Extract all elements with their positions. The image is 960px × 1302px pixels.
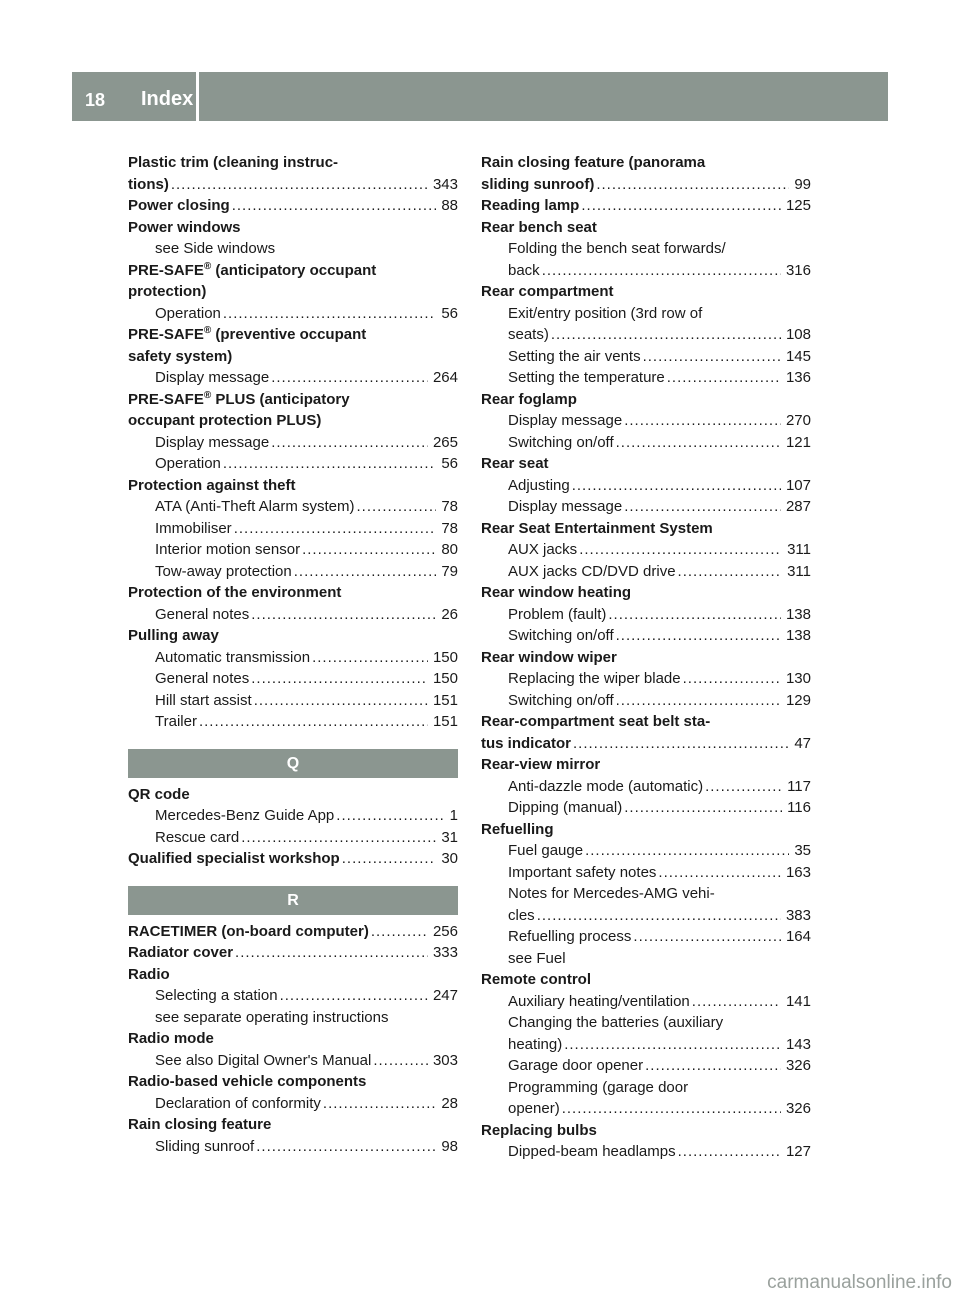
page-reference: 98 — [441, 1137, 458, 1155]
page-reference: 136 — [785, 369, 811, 386]
leader-dots — [667, 367, 781, 389]
page-reference: 326 — [785, 1100, 811, 1117]
page-reference: 264 — [432, 369, 458, 386]
letter-section-header: Q — [128, 749, 458, 778]
leader-dots — [678, 561, 783, 583]
index-subentry — [481, 840, 811, 862]
entry-text: Operation — [155, 455, 221, 472]
entry-text: AUX jacks CD/DVD drive — [508, 562, 676, 580]
entry-text: Rear compartment — [481, 283, 614, 300]
index-subentry — [128, 367, 458, 389]
leader-dots — [232, 195, 437, 217]
index-entry — [481, 819, 811, 841]
index-entry — [128, 217, 458, 239]
entry-text: Display message — [508, 412, 623, 429]
index-entry — [481, 518, 811, 540]
leader-dots — [624, 797, 782, 819]
index-subentry — [128, 711, 458, 733]
entry-text: cles — [508, 906, 535, 924]
leader-dots — [199, 711, 428, 733]
index-entry — [481, 711, 811, 733]
index-subentry — [128, 539, 458, 561]
entry-text: see Fuel — [508, 949, 566, 967]
leader-dots — [542, 260, 781, 282]
index-subentry — [481, 1098, 811, 1120]
leader-dots — [234, 518, 437, 540]
entry-text: Power closing — [128, 197, 230, 214]
leader-dots — [171, 174, 428, 196]
entry-text: tions) — [128, 175, 169, 193]
index-subentry — [128, 303, 458, 325]
page-reference: 35 — [794, 842, 811, 859]
entry-text: General notes — [155, 605, 250, 623]
entry-text: Display message — [155, 433, 270, 451]
page-reference: 107 — [785, 476, 811, 494]
entry-text: See also Digital Owner's Manual — [155, 1051, 372, 1069]
leader-dots — [356, 496, 436, 518]
entry-text: Reading lamp — [481, 197, 580, 214]
index-entry — [128, 1028, 458, 1050]
page-reference: 28 — [441, 1094, 458, 1112]
entry-text: Radio — [128, 965, 170, 983]
index-subentry — [128, 827, 458, 849]
index-subentry — [481, 1141, 811, 1163]
entry-text: see Side windows — [155, 240, 276, 257]
page-reference: 116 — [787, 799, 811, 816]
page-reference: 138 — [785, 627, 811, 644]
page-reference: 383 — [785, 906, 811, 924]
index-entry — [128, 582, 458, 604]
leader-dots — [581, 195, 781, 217]
page-reference: 125 — [785, 197, 811, 214]
page-reference: 311 — [787, 541, 811, 558]
entry-text: Qualified specialist workshop — [128, 850, 340, 867]
leader-dots — [254, 690, 428, 712]
entry-text: Exit/entry position (3rd row of — [508, 304, 703, 322]
index-subentry — [481, 862, 811, 884]
entry-text: Rear-view mirror — [481, 756, 601, 773]
index-entry — [481, 217, 811, 239]
entry-text: sliding sunroof) — [481, 175, 595, 193]
index-subentry — [481, 561, 811, 583]
index-subentry — [481, 496, 811, 518]
index-entry — [128, 475, 458, 497]
page-reference: 265 — [432, 433, 458, 451]
leader-dots — [551, 324, 781, 346]
page-reference: 138 — [785, 605, 811, 623]
page-reference: 30 — [441, 850, 458, 867]
index-subentry — [128, 1093, 458, 1115]
index-column-left — [128, 152, 458, 1157]
entry-text: Protection of the environment — [128, 584, 342, 601]
entry-text: Refuelling — [481, 820, 554, 838]
page-reference: 247 — [432, 987, 458, 1004]
index-subentry — [481, 1077, 811, 1099]
entry-text: AUX jacks — [508, 541, 578, 558]
leader-dots — [251, 668, 428, 690]
entry-text: Rear window wiper — [481, 648, 617, 666]
index-subentry — [481, 1055, 811, 1077]
page-reference: 270 — [785, 412, 811, 429]
leader-dots — [562, 1098, 781, 1120]
entry-text: Plastic trim (cleaning instruc- — [128, 154, 339, 171]
page-reference: 127 — [785, 1143, 811, 1160]
entry-text: see separate operating instructions — [155, 1008, 389, 1026]
page-reference: 47 — [794, 734, 811, 752]
letter-section-header: R — [128, 886, 458, 915]
index-entry — [481, 195, 811, 217]
page-reference: 31 — [441, 828, 458, 846]
index-entry — [128, 848, 458, 870]
entry-text: Rear bench seat — [481, 218, 597, 236]
page-reference: 151 — [432, 691, 458, 709]
leader-dots — [336, 805, 444, 827]
leader-dots — [373, 1050, 428, 1072]
index-entry — [128, 1071, 458, 1093]
index-subentry — [481, 539, 811, 561]
entry-text: Problem (fault) — [508, 605, 607, 623]
page-reference: 56 — [441, 304, 458, 322]
index-subentry — [128, 1007, 458, 1029]
page-reference: 1 — [449, 807, 458, 824]
entry-text: Radio mode — [128, 1030, 214, 1047]
entry-text: Switching on/off — [508, 433, 614, 451]
page-reference: 316 — [785, 261, 811, 279]
leader-dots — [256, 1136, 436, 1158]
leader-dots — [579, 539, 782, 561]
entry-text: Radiator cover — [128, 944, 234, 961]
index-entry — [481, 647, 811, 669]
leader-dots — [251, 604, 436, 626]
index-subentry — [128, 604, 458, 626]
index-subentry — [481, 948, 811, 970]
leader-dots — [645, 1055, 781, 1077]
index-subentry — [128, 647, 458, 669]
entry-text: seats) — [508, 326, 549, 343]
index-subentry — [481, 604, 811, 626]
watermark: carmanualsonline.info — [767, 1272, 952, 1293]
page-reference: 79 — [441, 562, 458, 580]
header-separator — [196, 72, 199, 121]
page-reference: 121 — [785, 433, 811, 451]
index-entry — [128, 324, 458, 346]
entry-text: Rear Seat Entertainment System — [481, 519, 713, 537]
entry-text: Notes for Mercedes-AMG vehi- — [508, 885, 715, 902]
entry-text: Tow-away protection — [155, 562, 292, 580]
leader-dots — [572, 475, 781, 497]
page-reference: 326 — [785, 1057, 811, 1074]
index-entry — [481, 174, 811, 196]
index-subentry — [128, 518, 458, 540]
index-entry — [128, 942, 458, 964]
entry-text: protection) — [128, 283, 207, 300]
index-subentry — [128, 805, 458, 827]
page-reference: 164 — [785, 928, 811, 945]
leader-dots — [624, 496, 781, 518]
index-subentry — [481, 926, 811, 948]
leader-dots — [692, 991, 781, 1013]
page-reference: 26 — [441, 605, 458, 623]
leader-dots — [596, 174, 789, 196]
entry-text: Rear-compartment seat belt sta- — [481, 713, 711, 730]
index-subentry — [481, 690, 811, 712]
leader-dots — [616, 432, 781, 454]
leader-dots — [643, 346, 781, 368]
index-entry — [128, 195, 458, 217]
entry-text: Anti-dazzle mode (automatic) — [508, 777, 704, 795]
leader-dots — [608, 604, 781, 626]
leader-dots — [658, 862, 781, 884]
entry-text: Fuel gauge — [508, 842, 584, 859]
leader-dots — [294, 561, 437, 583]
entry-text: Rain closing feature — [128, 1116, 272, 1133]
leader-dots — [241, 827, 436, 849]
index-subentry — [481, 260, 811, 282]
leader-dots — [371, 921, 428, 943]
entry-text: Adjusting — [508, 476, 570, 494]
index-subentry — [481, 475, 811, 497]
index-subentry — [481, 410, 811, 432]
index-entry — [128, 260, 458, 282]
index-subentry — [481, 324, 811, 346]
page-reference: 78 — [441, 519, 458, 537]
index-subentry — [481, 883, 811, 905]
entry-text: Switching on/off — [508, 691, 614, 709]
index-entry — [481, 1120, 811, 1142]
entry-text: opener) — [508, 1100, 560, 1117]
leader-dots — [564, 1034, 781, 1056]
leader-dots — [624, 410, 781, 432]
index-subentry — [481, 625, 811, 647]
entry-text: Pulling away — [128, 627, 219, 644]
index-subentry — [128, 496, 458, 518]
leader-dots — [280, 985, 428, 1007]
index-subentry — [481, 238, 811, 260]
index-subentry — [481, 797, 811, 819]
entry-text: Automatic transmission — [155, 648, 311, 666]
leader-dots — [271, 432, 428, 454]
index-entry — [481, 453, 811, 475]
entry-text: Rain closing feature (panorama — [481, 154, 706, 171]
entry-text: Setting the air vents — [508, 347, 641, 365]
index-entry — [481, 969, 811, 991]
entry-text: PRE-SAFE® (preventive occupant — [128, 325, 367, 343]
entry-text: RACETIMER (on-board computer) — [128, 922, 369, 940]
index-subentry — [128, 561, 458, 583]
entry-text: Rear window heating — [481, 584, 632, 601]
leader-dots — [235, 942, 428, 964]
entry-text: PRE-SAFE® (anticipatory occupant — [128, 260, 377, 279]
leader-dots — [342, 848, 437, 870]
entry-text: ATA (Anti-Theft Alarm system) — [155, 498, 355, 515]
page-reference: 145 — [785, 347, 811, 365]
index-entry — [128, 964, 458, 986]
page-reference: 150 — [432, 670, 458, 687]
index-entry — [128, 625, 458, 647]
entry-text: safety system) — [128, 347, 233, 365]
entry-text: Display message — [508, 498, 623, 515]
entry-text: QR code — [128, 785, 190, 803]
index-subentry — [481, 346, 811, 368]
entry-text: Radio-based vehicle components — [128, 1073, 367, 1090]
index-entry — [481, 152, 811, 174]
page-reference: 333 — [432, 944, 458, 961]
page-reference: 80 — [441, 541, 458, 558]
leader-dots — [271, 367, 428, 389]
entry-text: Rear seat — [481, 455, 549, 472]
entry-text: Folding the bench seat forwards/ — [508, 240, 726, 257]
entry-text: PRE-SAFE® PLUS (anticipatory — [128, 389, 350, 408]
entry-text: Declaration of conformity — [155, 1094, 321, 1112]
index-entry — [128, 784, 458, 806]
leader-dots — [678, 1141, 781, 1163]
page-reference: 78 — [441, 498, 458, 515]
index-entry — [128, 346, 458, 368]
leader-dots — [312, 647, 428, 669]
entry-text: Selecting a station — [155, 987, 278, 1004]
entry-text: heating) — [508, 1035, 563, 1053]
leader-dots — [223, 453, 436, 475]
index-subentry — [481, 905, 811, 927]
entry-text: back — [508, 261, 540, 279]
index-entry — [128, 389, 458, 411]
index-subentry — [128, 985, 458, 1007]
index-entry — [481, 733, 811, 755]
index-subentry — [128, 1050, 458, 1072]
entry-text: Sliding sunroof — [155, 1137, 255, 1155]
entry-text: Interior motion sensor — [155, 541, 301, 558]
header-bar — [72, 72, 888, 121]
page-reference: 287 — [785, 498, 811, 515]
entry-text: Display message — [155, 369, 270, 386]
leader-dots — [573, 733, 789, 755]
leader-dots — [683, 668, 781, 690]
entry-text: Changing the batteries (auxiliary — [508, 1014, 724, 1031]
index-subentry — [128, 668, 458, 690]
page-number: 18 — [85, 90, 106, 110]
index-entry — [481, 389, 811, 411]
page-reference: 143 — [785, 1035, 811, 1053]
entry-text: General notes — [155, 670, 250, 687]
entry-text: Rear foglamp — [481, 390, 577, 408]
entry-text: Switching on/off — [508, 627, 614, 644]
entry-text: Refuelling process — [508, 928, 632, 945]
entry-text: Protection against theft — [128, 476, 296, 494]
leader-dots — [323, 1093, 436, 1115]
index-subentry — [128, 690, 458, 712]
entry-text: tus indicator — [481, 734, 572, 752]
index-entry — [128, 281, 458, 303]
page-reference: 303 — [432, 1051, 458, 1069]
leader-dots — [705, 776, 782, 798]
index-column-right — [481, 152, 811, 1163]
entry-text: Trailer — [155, 713, 197, 730]
index-entry — [128, 174, 458, 196]
entry-text: Dipping (manual) — [508, 799, 623, 816]
index-subentry — [128, 238, 458, 260]
page-reference: 343 — [432, 175, 458, 193]
entry-text: occupant protection PLUS) — [128, 412, 322, 429]
entry-text: Auxiliary heating/ventilation — [508, 992, 690, 1010]
leader-dots — [223, 303, 436, 325]
page-reference: 150 — [432, 648, 458, 666]
entry-text: Important safety notes — [508, 863, 657, 881]
entry-text: Remote control — [481, 971, 592, 988]
index-subentry — [481, 776, 811, 798]
entry-text: Garage door opener — [508, 1057, 644, 1074]
page-reference: 129 — [785, 691, 811, 709]
leader-dots — [616, 625, 781, 647]
leader-dots — [585, 840, 789, 862]
entry-text: Rescue card — [155, 828, 240, 846]
leader-dots — [537, 905, 781, 927]
index-subentry — [481, 303, 811, 325]
page-reference: 130 — [785, 670, 811, 687]
entry-text: Hill start assist — [155, 691, 252, 709]
entry-text: Dipped-beam headlamps — [508, 1143, 676, 1160]
page-reference: 141 — [785, 992, 811, 1010]
index-entry — [481, 582, 811, 604]
entry-text: Replacing the wiper blade — [508, 670, 681, 687]
page-reference: 311 — [787, 562, 811, 580]
entry-text: Power windows — [128, 218, 241, 236]
page-reference: 108 — [785, 326, 811, 343]
entry-text: Mercedes-Benz Guide App — [155, 807, 335, 824]
entry-text: Immobiliser — [155, 519, 232, 537]
page-reference: 99 — [794, 175, 811, 193]
entry-text: Replacing bulbs — [481, 1121, 597, 1139]
index-entry — [128, 152, 458, 174]
page-reference: 163 — [785, 863, 811, 881]
index-entry — [128, 921, 458, 943]
index-subentry — [128, 453, 458, 475]
index-entry — [128, 410, 458, 432]
index-subentry — [481, 432, 811, 454]
index-subentry — [481, 1012, 811, 1034]
index-entry — [481, 281, 811, 303]
index-entry — [128, 1114, 458, 1136]
index-entry — [481, 754, 811, 776]
index-subentry — [481, 668, 811, 690]
index-subentry — [481, 1034, 811, 1056]
page-reference: 151 — [432, 713, 458, 730]
entry-text: Setting the temperature — [508, 369, 665, 386]
page-reference: 117 — [787, 777, 811, 795]
page-reference: 56 — [441, 455, 458, 472]
index-subentry — [481, 367, 811, 389]
page-reference: 256 — [432, 922, 458, 940]
index-subentry — [128, 1136, 458, 1158]
leader-dots — [633, 926, 781, 948]
leader-dots — [616, 690, 781, 712]
entry-text: Programming (garage door — [508, 1078, 689, 1096]
index-subentry — [481, 991, 811, 1013]
index-subentry — [128, 432, 458, 454]
page-reference: 88 — [441, 197, 458, 214]
leader-dots — [302, 539, 436, 561]
entry-text: Operation — [155, 304, 221, 322]
section-title: Index — [141, 88, 194, 110]
